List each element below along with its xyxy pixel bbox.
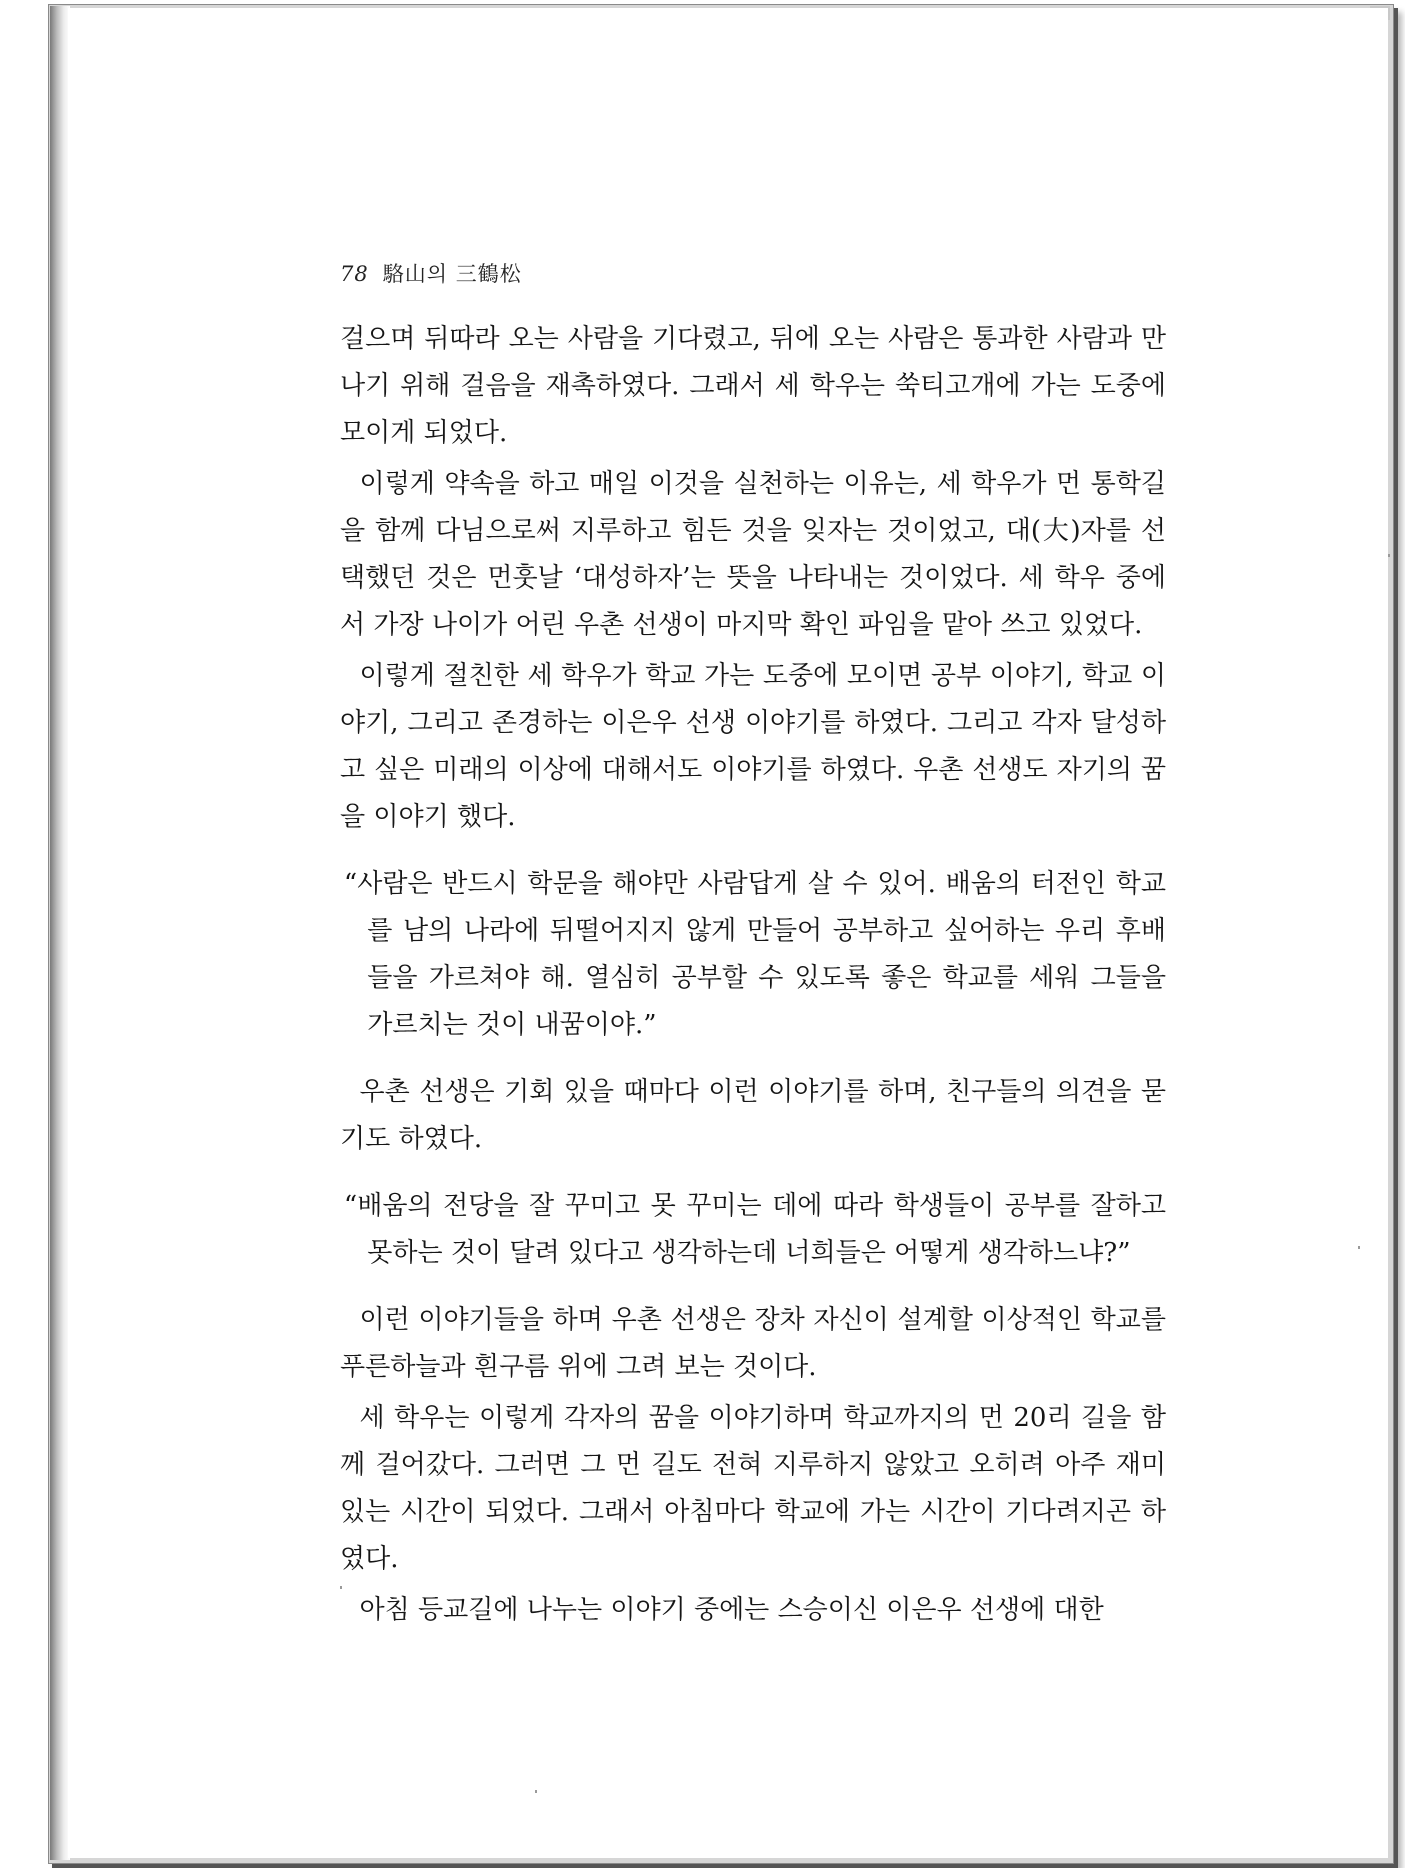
scan-speck: [1358, 1246, 1360, 1249]
running-head: [340, 258, 522, 288]
page-binding-edge: [50, 6, 70, 1860]
paragraph: 이런 이야기들을 하며 우촌 선생은 장차 자신이 설계할 이상적인 학교를 푸른하늘과 흰구름 위에 그려 보는 것이다.: [340, 1305, 1166, 1382]
body-text: [340, 316, 1166, 1638]
quotation: “배움의 전당을 잘 꾸미고 못 꾸미는 데에 따라 학생들이 공부를 잘하고 못하는 것이 달려 있다고 생각하는데 너희들은 어떻게 생각하느냐?”: [343, 1191, 1166, 1268]
scan-speck: [1388, 554, 1390, 557]
paragraph: 이렇게 약속을 하고 매일 이것을 실천하는 이유는, 세 학우가 먼 통학길을 함께 다님으로써 지루하고 힘든 것을 잊자는 것이었고, 대(大)자를 선택했던 것은 먼훗날 ‘대성하자’는 뜻을 나타내는 것이었다. 세 학우 중에서 가장 나이가 어린 우촌 선생이 마지막 확인 파임을 맡아 쓰고 있었다.: [340, 469, 1166, 640]
running-title: 駱山의 三鶴松: [382, 262, 522, 286]
paragraph: 걸으며 뒤따라 오는 사람을 기다렸고, 뒤에 오는 사람은 통과한 사람과 만나기 위해 걸음을 재촉하였다. 그래서 세 학우는 쑥티고개에 가는 도중에 모이게 되었다.: [340, 324, 1166, 448]
paragraph: 아침 등교길에 나누는 이야기 중에는 스승이신 이은우 선생에 대한: [359, 1595, 1104, 1625]
quotation: “사람은 반드시 학문을 해야만 사람답게 살 수 있어. 배움의 터전인 학교를 남의 나라에 뒤떨어지지 않게 만들어 공부하고 싶어하는 우리 후배들을 가르쳐야 해. 열심히 공부할 수 있도록 좋은 학교를 세워 그들을 가르치는 것이 내꿈이야.”: [343, 869, 1166, 1040]
paragraph: 우촌 선생은 기회 있을 때마다 이런 이야기를 하며, 친구들의 의견을 묻기도 하였다.: [340, 1077, 1166, 1154]
scan-speck: [535, 1790, 537, 1793]
page-number: 78: [340, 262, 369, 286]
paragraph: 이렇게 절친한 세 학우가 학교 가는 도중에 모이면 공부 이야기, 학교 이야기, 그리고 존경하는 이은우 선생 이야기를 하였다. 그리고 각자 달성하고 싶은 미래의 이상에 대해서도 이야기를 하였다. 우촌 선생도 자기의 꿈을 이야기 했다.: [340, 661, 1166, 832]
paragraph: 세 학우는 이렇게 각자의 꿈을 이야기하며 학교까지의 먼 20리 길을 함께 걸어갔다. 그러면 그 먼 길도 전혀 지루하지 않았고 오히려 아주 재미있는 시간이 되었다. 그래서 아침마다 학교에 가는 시간이 기다려지곤 하였다.: [340, 1403, 1166, 1574]
